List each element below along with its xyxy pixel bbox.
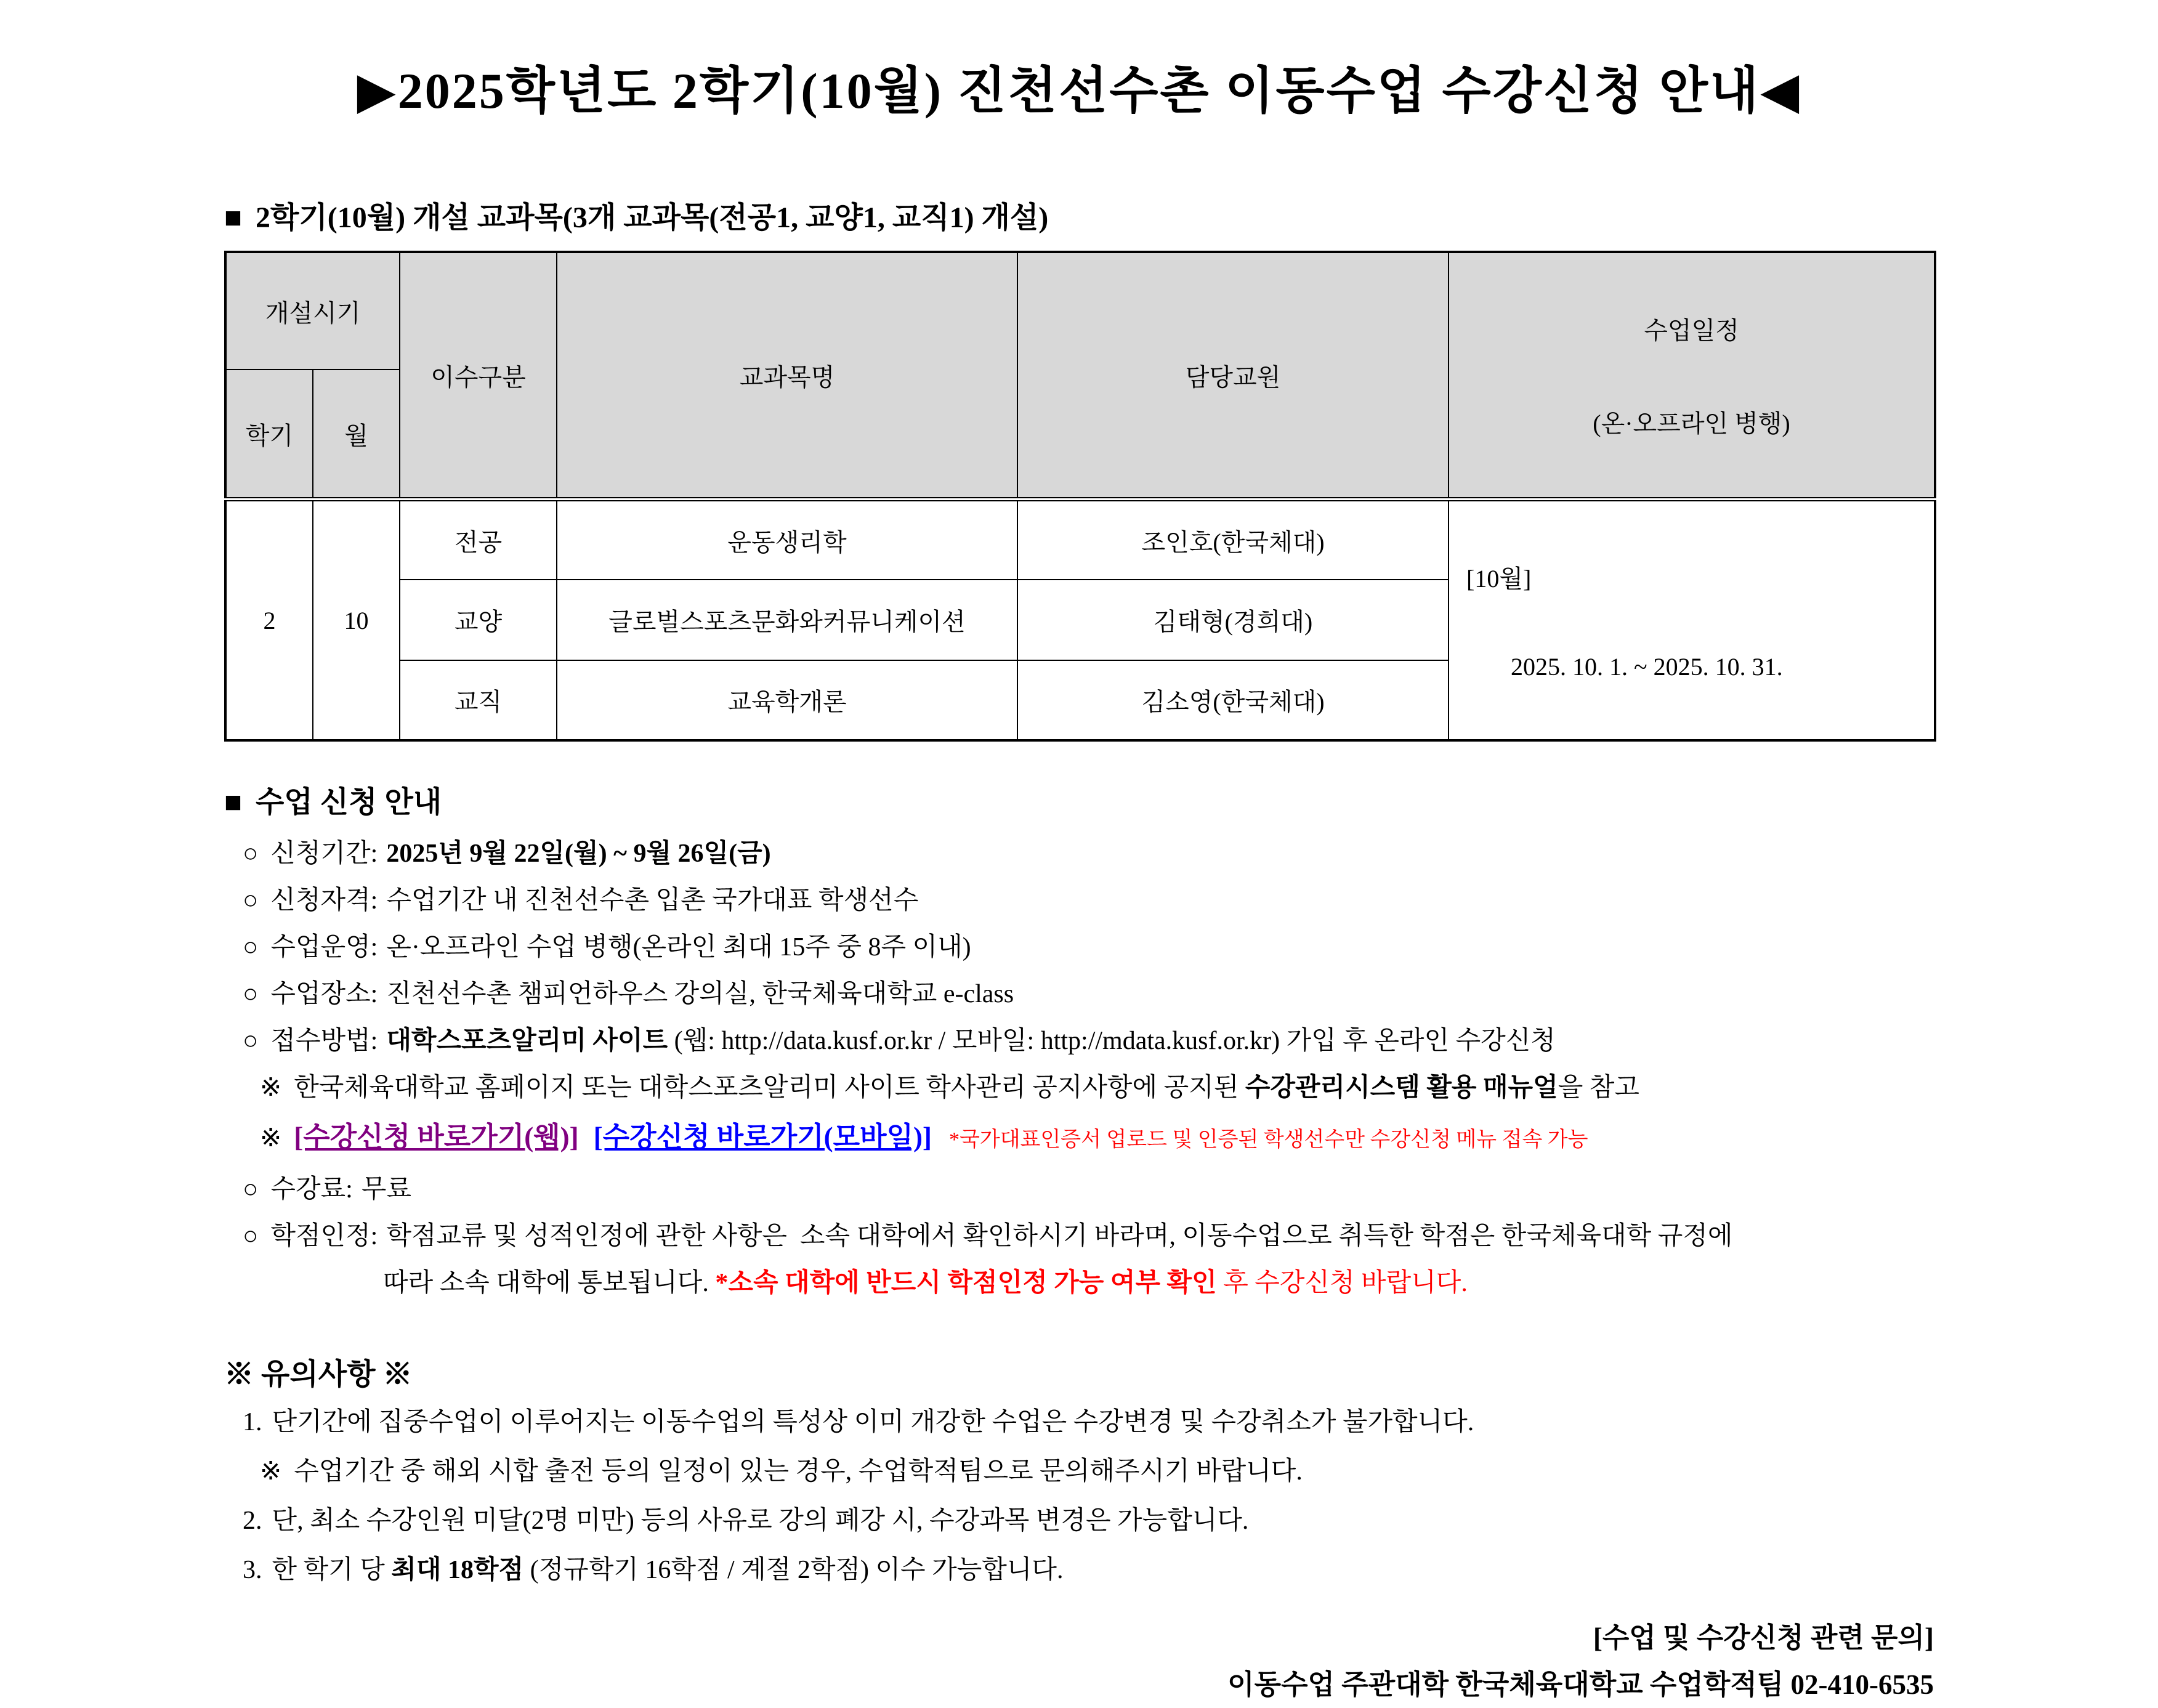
register-web-link[interactable]: [수강신청 바로가기(웹)] [294, 1122, 579, 1152]
note-text: 단, 최소 수강인원 미달(2명 미만) 등의 사유로 강의 폐강 시, 수강과목 변경은 가능합니다. [272, 1507, 1249, 1535]
header-month: 월 [313, 370, 400, 499]
list-item-method [224, 1018, 1934, 1064]
note-number: 3. [243, 1556, 262, 1584]
list-item-eligibility [224, 877, 1934, 924]
note-text-post: (정규학기 16학점 / 계절 2학점) 이수 가능합니다. [523, 1556, 1064, 1584]
list-item-manual-note [224, 1064, 1934, 1111]
credit-line2-plain: 따라 소속 대학에 통보됩니다. [383, 1269, 716, 1297]
header-completion-type: 이수구분 [400, 252, 557, 500]
square-bullet-icon: ■ [224, 786, 242, 819]
list-item-credit-continued [224, 1260, 1934, 1306]
note-number: 1. [243, 1408, 262, 1436]
cell-completion-type: 전공 [400, 500, 557, 580]
note-text-pre: 한 학기 당 [272, 1556, 392, 1584]
note-text: 수업기간 중 해외 시합 출전 등의 일정이 있는 경우, 수업학적팀으로 문의해주시기 바랍니다. [294, 1457, 1303, 1486]
item-value: 2025년 9월 22일(월) ~ 9월 26일(금) [386, 840, 771, 868]
item-label: 수강료: [270, 1175, 353, 1204]
register-mobile-link[interactable]: [수강신청 바로가기(모바일)] [593, 1122, 932, 1152]
manual-note-bold: 수강관리시스템 활용 매뉴얼 [1245, 1074, 1558, 1102]
item-label: 신청자격: [270, 886, 378, 915]
list-item-links [224, 1111, 1934, 1166]
schedule-period: 2025. 10. 1. ~ 2025. 10. 31. [1511, 653, 1783, 681]
header-open-period: 개설시기 [225, 252, 400, 370]
credit-line1: 학점교류 및 성적인정에 관한 사항은 소속 대학에서 확인하시기 바라며, 이동수업으로 취득한 학점은 한국체육대학 규정에 [386, 1222, 1733, 1250]
note-item-1-sub [224, 1447, 1934, 1496]
cell-course-name: 글로벌스포츠문화와커뮤니케이션 [557, 580, 1017, 660]
credit-warning-regular: 후 수강신청 바랍니다. [1216, 1269, 1468, 1297]
list-item-location [224, 971, 1934, 1018]
item-label: 신청기간: [270, 840, 378, 868]
header-semester: 학기 [225, 370, 313, 499]
item-label: 수업장소: [270, 980, 378, 1008]
reference-mark-icon: ※ [260, 1457, 282, 1486]
note-number: 2. [243, 1507, 262, 1535]
manual-note-pre: 한국체육대학교 홈페이지 또는 대학스포츠알리미 사이트 학사관리 공지사항에 공지된 [294, 1074, 1245, 1102]
circle-bullet-icon: ○ [243, 933, 259, 961]
apply-heading-text: 수업 신청 안내 [256, 786, 442, 819]
item-label: 학점인정: [270, 1222, 378, 1250]
method-site-name: 대학스포츠알리미 사이트 [386, 1027, 668, 1055]
notes-list [224, 1398, 1934, 1595]
item-value: 수업기간 내 진천선수촌 입촌 국가대표 학생선수 [386, 886, 919, 915]
list-item-operation [224, 924, 1934, 971]
cell-month: 10 [313, 500, 400, 741]
circle-bullet-icon: ○ [243, 1222, 259, 1250]
cell-schedule [1449, 500, 1935, 741]
note-text: 단기간에 집중수업이 이루어지는 이동수업의 특성상 이미 개강한 수업은 수강변경 및 수강취소가 불가합니다. [272, 1408, 1474, 1436]
note-item-2 [224, 1496, 1934, 1545]
cell-semester: 2 [225, 500, 313, 741]
header-schedule-line2: (온·오프라인 병행) [1593, 410, 1790, 437]
cell-instructor: 김소영(한국체대) [1017, 660, 1449, 741]
circle-bullet-icon: ○ [243, 980, 259, 1008]
reference-mark-icon: ※ [260, 1074, 282, 1102]
list-item-period [224, 830, 1934, 877]
page-title: ▶2025학년도 2학기(10월) 진천선수촌 이동수업 수강신청 안내◀ [357, 63, 1801, 119]
note-item-1 [224, 1398, 1934, 1447]
item-value: 진천선수촌 챔피언하우스 강의실, 한국체육대학교 e-class [386, 980, 1014, 1008]
list-item-credit [224, 1213, 1934, 1260]
contact-info: 이동수업 주관대학 한국체육대학교 수업학적팀 02-410-6535 [1227, 1669, 1934, 1700]
cell-instructor: 조인호(한국체대) [1017, 500, 1449, 580]
circle-bullet-icon: ○ [243, 1175, 259, 1204]
list-item-fee [224, 1166, 1934, 1213]
note-item-3 [224, 1545, 1934, 1595]
courses-table [224, 251, 1936, 742]
method-urls: (웹: http://data.kusf.or.kr / 모바일: http://mdata.kusf.or.kr) 가입 후 온라인 수강신청 [668, 1027, 1556, 1055]
item-value: 온·오프라인 수업 병행(온라인 최대 15주 중 8주 이내) [386, 933, 971, 961]
certificate-warning-note: *국가대표인증서 업로드 및 인증된 학생선수만 수강신청 메뉴 접속 가능 [949, 1128, 1588, 1151]
item-value: 무료 [361, 1175, 411, 1204]
courses-section-heading [224, 200, 1934, 236]
cell-instructor: 김태형(경희대) [1017, 580, 1449, 660]
reference-mark-icon: ※ [260, 1124, 282, 1152]
note-text-bold: 최대 18학점 [391, 1556, 524, 1584]
circle-bullet-icon: ○ [243, 886, 259, 915]
item-label: 수업운영: [270, 933, 378, 961]
notes-section-heading: ※ 유의사항 ※ [224, 1358, 413, 1391]
courses-heading-text: 2학기(10월) 개설 교과목(3개 교과목(전공1, 교양1, 교직1) 개설) [256, 201, 1049, 234]
header-schedule-line1: 수업일정 [1644, 317, 1739, 344]
manual-note-post: 을 참고 [1558, 1074, 1639, 1102]
square-bullet-icon: ■ [224, 201, 242, 234]
cell-course-name: 운동생리학 [557, 500, 1017, 580]
table-row [225, 500, 1935, 580]
item-label: 접수방법: [270, 1027, 378, 1055]
footer-contact [224, 1614, 1934, 1708]
header-instructor: 담당교원 [1017, 252, 1449, 500]
apply-section-heading [224, 785, 1934, 820]
cell-course-name: 교육학개론 [557, 660, 1017, 741]
circle-bullet-icon: ○ [243, 1027, 259, 1055]
header-schedule [1449, 252, 1935, 500]
cell-completion-type: 교양 [400, 580, 557, 660]
credit-warning-bold: *소속 대학에 반드시 학점인정 가능 여부 확인 [715, 1269, 1217, 1297]
schedule-month-label: [10월] [1466, 565, 1532, 593]
cell-completion-type: 교직 [400, 660, 557, 741]
contact-title: [수업 및 수강신청 관련 문의] [1593, 1622, 1934, 1653]
apply-list [224, 830, 1934, 1306]
header-course-name: 교과목명 [557, 252, 1017, 500]
circle-bullet-icon: ○ [243, 840, 259, 868]
